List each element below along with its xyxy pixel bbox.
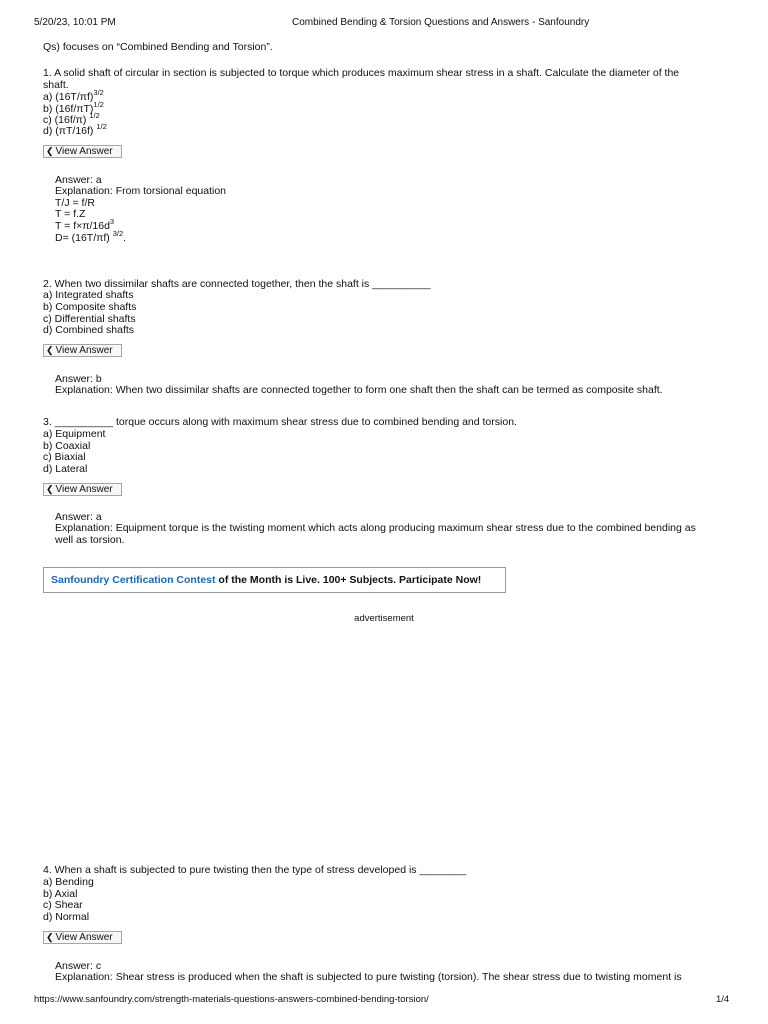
- question-1-option-c: c) (16f/π) $^{1/2}$: [43, 111, 100, 126]
- contest-banner: [43, 567, 506, 593]
- print-datetime: 5/20/23, 10:01 PM: [34, 17, 116, 28]
- answer-1: Answer: a: [55, 174, 102, 186]
- question-3-option-b: b) Coaxial: [43, 440, 91, 452]
- question-2-option-b: b) Composite shafts: [43, 301, 137, 313]
- print-url: https://www.sanfoundry.com/strength-materials-questions-answers-combined-bending-torsion/: [34, 994, 429, 1005]
- question-3-option-c: c) Biaxial: [43, 451, 86, 463]
- explanation-3: Explanation: Equipment torque is the twisting moment which acts along producing maximum shear stress due to the combined bending as: [55, 522, 696, 534]
- question-1-option-d: d) (πT/16f) $^{1/2}$: [43, 122, 107, 137]
- contest-link[interactable]: Sanfoundry Certification Contest: [51, 574, 216, 586]
- question-1-option-b: b) $(16f/\pi T)^{1/2}$: [43, 100, 104, 115]
- answer-2: Answer: b: [55, 373, 102, 385]
- question-1-stem-cont: shaft.: [43, 79, 69, 91]
- question-4-option-a: a) Bending: [43, 876, 94, 888]
- explanation-4: Explanation: Shear stress is produced when the shaft is subjected to pure twisting (torsion). The shear stress due to twisting moment is: [55, 971, 682, 983]
- question-3-option-a: a) Equipment: [43, 428, 106, 440]
- explanation-1-line: $T = f\times\pi/16d^3$: [55, 217, 115, 232]
- view-answer-button-2[interactable]: ❮ View Answer: [43, 344, 122, 357]
- view-answer-button-1[interactable]: ❮ View Answer: [43, 145, 122, 158]
- answer-3: Answer: a: [55, 511, 102, 523]
- chevron-up-icon: ❮: [46, 932, 54, 942]
- page-number: 1/4: [716, 994, 730, 1005]
- question-4-option-c: c) Shear: [43, 899, 83, 911]
- explanation-1-line: D= (16T/πf) $^{3/2}$.: [55, 229, 127, 244]
- view-answer-button-4[interactable]: ❮ View Answer: [43, 931, 122, 944]
- question-1-stem: 1. A solid shaft of circular in section is subjected to torque which produces maximum shear stress in a shaft. Calculate the diameter of the: [43, 67, 680, 79]
- advertisement-label: advertisement: [354, 613, 414, 624]
- explanation-1-line: Explanation: From torsional equation: [55, 185, 227, 197]
- chevron-up-icon: ❮: [46, 345, 54, 355]
- explanation-1-line: T = f.Z: [55, 208, 86, 220]
- question-2-option-d: d) Combined shafts: [43, 324, 135, 336]
- question-4-option-b: b) Axial: [43, 888, 78, 900]
- answer-4: Answer: c: [55, 960, 102, 972]
- question-4-option-d: d) Normal: [43, 911, 90, 923]
- advertisement-area: [43, 630, 733, 855]
- view-answer-button-3[interactable]: ❮ View Answer: [43, 483, 122, 496]
- explanation-3-cont: well as torsion.: [55, 534, 125, 546]
- question-4-stem: 4. When a shaft is subjected to pure twisting then the type of stress developed is ________: [43, 864, 467, 876]
- contest-banner-text: of the Month is Live. 100+ Subjects. Participate Now!: [215, 574, 482, 586]
- chevron-up-icon: ❮: [46, 484, 54, 494]
- question-2-option-a: a) Integrated shafts: [43, 289, 134, 301]
- question-1-option-a: a) $(16T/\pi f)^{3/2}$: [43, 88, 104, 103]
- explanation-1-line: T/J = f/R: [55, 197, 95, 209]
- print-title: Combined Bending & Torsion Questions and Answers - Sanfoundry: [292, 17, 590, 28]
- question-2-option-c: c) Differential shafts: [43, 313, 136, 325]
- chevron-up-icon: ❮: [46, 146, 54, 156]
- question-3-option-d: d) Lateral: [43, 463, 88, 475]
- explanation-2: Explanation: When two dissimilar shafts are connected together to form one shaft then the shaft can be termed as composite shaft.: [55, 384, 663, 396]
- intro-text: Qs) focuses on “Combined Bending and Torsion”.: [43, 41, 273, 53]
- question-3-stem: 3. __________ torque occurs along with maximum shear stress due to combined bending and torsion.: [43, 416, 517, 428]
- question-2-stem: 2. When two dissimilar shafts are connected together, then the shaft is __________: [43, 278, 431, 290]
